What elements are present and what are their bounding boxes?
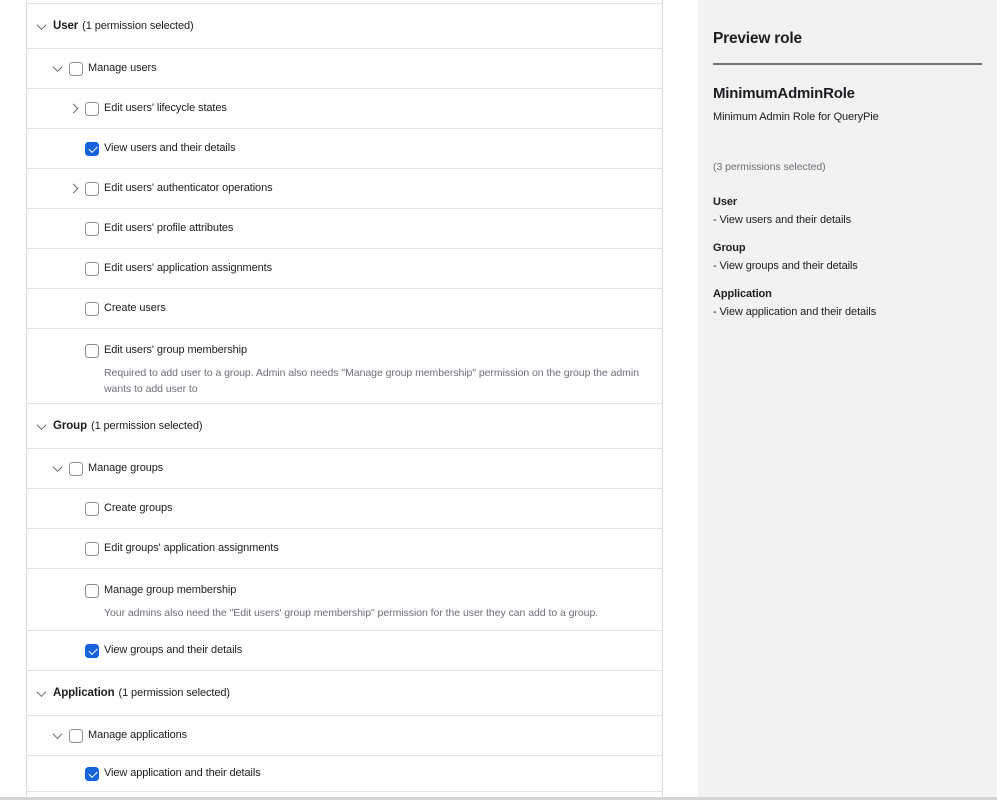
checkbox[interactable] [85, 302, 99, 316]
chevron-down-icon[interactable] [37, 420, 47, 430]
permission-label: Edit users' lifecycle states [104, 102, 227, 114]
preview-section-name: Application [713, 288, 772, 300]
chevron-slot [37, 690, 53, 697]
tree-row [27, 631, 662, 671]
checkbox[interactable] [69, 462, 83, 476]
permission-label: Manage groups [88, 462, 164, 474]
section-count: (1 permission selected) [118, 686, 230, 699]
preview-section [713, 242, 982, 274]
permission-label: Manage applications [88, 729, 188, 741]
checkbox[interactable] [85, 542, 99, 556]
role-name: MinimumAdminRole [713, 85, 855, 102]
permission-helper-text: Required to add user to a group. Admin also needs "Manage group membership" permission on the group the admin wants to add user to [104, 367, 639, 395]
tree-row-line [27, 220, 662, 237]
section-line [27, 418, 662, 435]
tree-row-line [27, 765, 662, 782]
section-count: (1 permission selected) [82, 19, 194, 32]
checkbox[interactable] [85, 584, 99, 598]
checkbox[interactable] [85, 102, 99, 116]
tree-row [27, 49, 662, 89]
permission-label: Manage users [88, 62, 157, 74]
tree-row-line [27, 100, 662, 117]
tree-row-line [27, 342, 662, 359]
permission-label: Edit users' application assignments [104, 262, 272, 274]
chevron-slot [53, 65, 69, 72]
section-count: (1 permission selected) [91, 419, 203, 432]
chevron-slot [69, 105, 85, 112]
tree-row-line [27, 460, 662, 477]
tree-row [27, 449, 662, 489]
section-label: Group [53, 419, 87, 432]
selected-permissions-count: (3 permissions selected) [713, 161, 826, 173]
permission-label: Edit groups' application assignments [104, 542, 279, 554]
section-line [27, 685, 662, 702]
preview-section-item: - View groups and their details [713, 260, 858, 272]
permission-label: Edit users' profile attributes [104, 222, 234, 234]
tree-section-row[interactable] [27, 4, 662, 49]
checkbox[interactable] [85, 262, 99, 276]
permission-helper-text: Your admins also need the "Edit users' group membership" permission for the user they can add to a group. [104, 607, 599, 619]
chevron-slot [37, 23, 53, 30]
tree-row [27, 169, 662, 209]
permission-label: Create users [104, 302, 166, 314]
chevron-slot [53, 465, 69, 472]
preview-panel [698, 0, 997, 800]
tree-row [27, 489, 662, 529]
tree-row-line [27, 540, 662, 557]
tree-row [27, 249, 662, 289]
permission-label: Edit users' group membership [104, 344, 247, 356]
permissions-tree [26, 0, 663, 800]
tree-row-line [27, 180, 662, 197]
preview-section-item: - View application and their details [713, 306, 877, 318]
preview-title: Preview role [713, 30, 802, 47]
preview-sections [713, 196, 982, 320]
tree-row [27, 756, 662, 792]
checkbox[interactable] [69, 729, 83, 743]
tree-row-line [27, 727, 662, 744]
preview-divider [713, 63, 982, 65]
permission-label: View application and their details [104, 767, 261, 779]
role-description: Minimum Admin Role for QueryPie [713, 111, 879, 123]
preview-section [713, 196, 982, 228]
checkbox[interactable] [85, 222, 99, 236]
permission-label: View groups and their details [104, 644, 243, 656]
tree-section-row[interactable] [27, 671, 662, 716]
checkbox[interactable] [85, 142, 99, 156]
tree-row [27, 129, 662, 169]
chevron-slot [37, 423, 53, 430]
permission-label: Edit users' authenticator operations [104, 182, 273, 194]
preview-section-name: Group [713, 242, 746, 254]
tree-row-line [27, 500, 662, 517]
section-line [27, 18, 662, 35]
tree-row-line [27, 300, 662, 317]
preview-section [713, 288, 982, 320]
permission-label: View users and their details [104, 142, 236, 154]
chevron-down-icon[interactable] [53, 62, 63, 72]
chevron-down-icon[interactable] [53, 462, 63, 472]
tree-row-line [27, 140, 662, 157]
permissions-tree-rows [27, 4, 662, 792]
permission-label: Manage group membership [104, 584, 237, 596]
chevron-down-icon[interactable] [53, 729, 63, 739]
checkbox[interactable] [85, 644, 99, 658]
section-label: User [53, 19, 79, 32]
permission-label: Create groups [104, 502, 173, 514]
tree-row-line [27, 582, 662, 599]
tree-row [27, 209, 662, 249]
tree-row-line [27, 260, 662, 277]
preview-section-item: - View users and their details [713, 214, 852, 226]
tree-row-line [27, 60, 662, 77]
checkbox[interactable] [85, 767, 99, 781]
checkbox[interactable] [69, 62, 83, 76]
tree-section-row[interactable] [27, 404, 662, 449]
tree-row [27, 329, 662, 404]
tree-row [27, 716, 662, 756]
chevron-right-icon[interactable] [69, 184, 79, 194]
chevron-down-icon[interactable] [37, 687, 47, 697]
chevron-down-icon[interactable] [37, 20, 47, 30]
preview-section-name: User [713, 196, 738, 208]
tree-row [27, 569, 662, 631]
chevron-right-icon[interactable] [69, 104, 79, 114]
tree-row-line [27, 642, 662, 659]
checkbox[interactable] [85, 344, 99, 358]
section-label: Application [53, 686, 115, 699]
checkbox[interactable] [85, 502, 99, 516]
tree-row [27, 89, 662, 129]
checkbox[interactable] [85, 182, 99, 196]
chevron-slot [69, 185, 85, 192]
chevron-slot [53, 732, 69, 739]
tree-row [27, 289, 662, 329]
tree-row [27, 529, 662, 569]
